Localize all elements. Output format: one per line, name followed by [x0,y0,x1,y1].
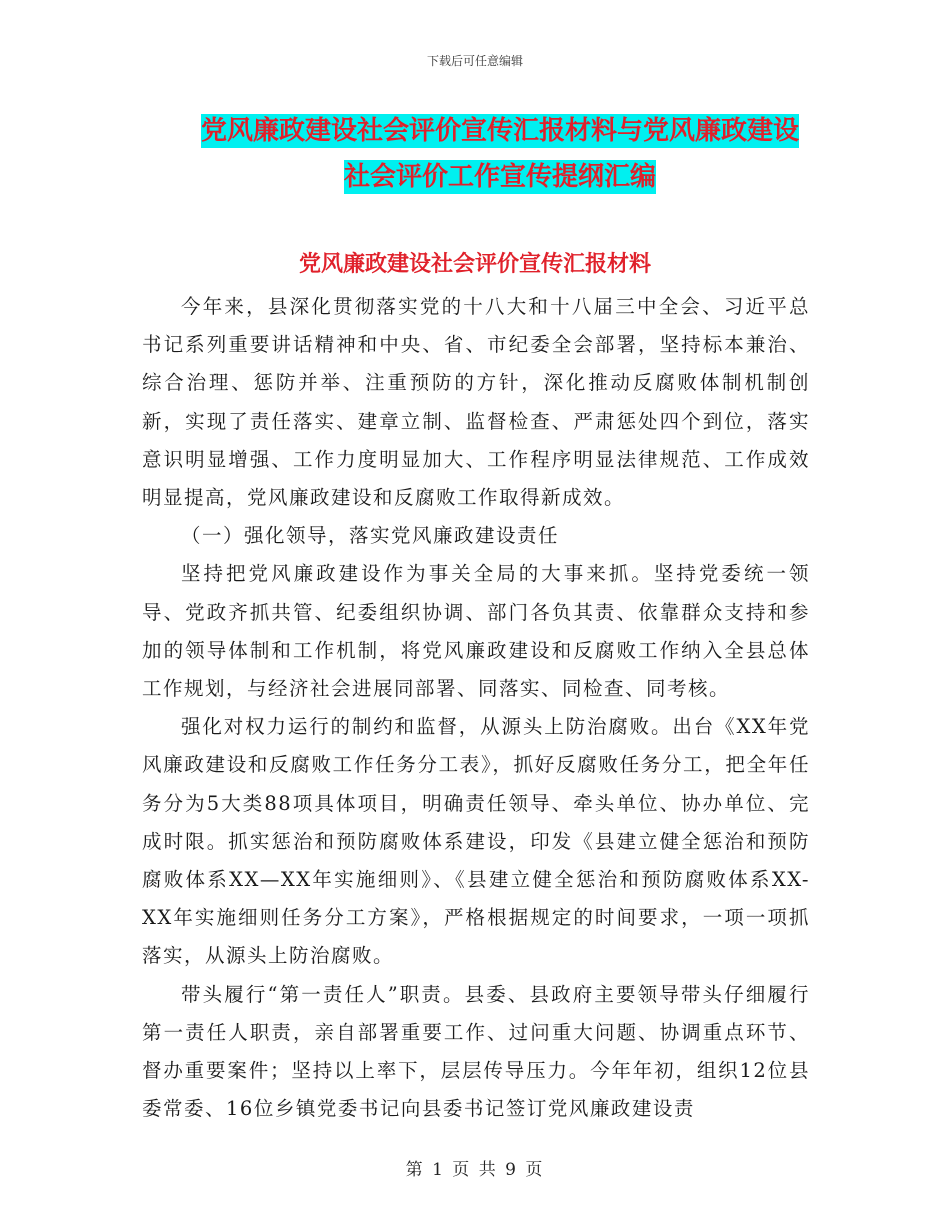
document-body [142,288,810,1128]
paragraph: 坚持把党风廉政建设作为事关全局的大事来抓。坚持党委统一领导、党政齐抓共管、纪委组织协调、部门各负其责、依靠群众支持和参加的领导体制和工作机制，将党风廉政建设和反腐败工作纳入全县总体工作规划，与经济社会进展同部署、同落实、同检查、同考核。 [142,562,810,701]
paragraph: 强化对权力运行的制约和监督，从源头上防治腐败。出台《XX年党风廉政建设和反腐败工作任务分工表》，抓好反腐败任务分工，把全年任务分为5大类88项具体项目，明确责任领导、牵头单位、协办单位、完成时限。抓实惩治和预防腐败体系建设，印发《县建立健全惩治和预防腐败体系XX—XX年实施细则》、《县建立健全惩治和预防腐败体系XX-XX年实施细则任务分工方案》，严格根据规定的时间要求，一项一项抓落实，从源头上防治腐败。 [142,715,810,968]
page-header-note: 下载后可任意编辑 [426,54,523,68]
paragraph: 带头履行“第一责任人”职责。县委、县政府主要领导带头仔细履行第一责任人职责，亲自部署重要工作、过问重大问题、协调重点环节、督办重要案件；坚持以上率下，层层传导压力。今年年初，组织12位县委常委、16位乡镇党委书记向县委书记签订党风廉政建设责 [142,982,810,1121]
subheading: （一）强化领导，落实党风廉政建设责任 [181,524,560,548]
document-title [150,108,850,200]
section-title: 党风廉政建设社会评价宣传汇报材料 [298,251,651,277]
page-number: 第 1 页 共 9 页 [405,1160,545,1180]
paragraph: 今年来，县深化贯彻落实党的十八大和十八届三中全会、习近平总书记系列重要讲话精神和中央、省、市纪委全会部署，坚持标本兼治、综合治理、惩防并举、注重预防的方针，深化推动反腐败体制机制创新，实现了责任落实、建章立制、监督检查、严肃惩处四个到位，落实意识明显增强、工作力度明显加大、工作程序明显法律规范、工作成效明显提高，党风廉政建设和反腐败工作取得新成效。 [142,295,810,510]
document-title-line-1: 党风廉政建设社会评价宣传汇报材料与党风廉政建设 [200,116,799,146]
document-title-line-2: 社会评价工作宣传提纲汇编 [343,162,656,192]
